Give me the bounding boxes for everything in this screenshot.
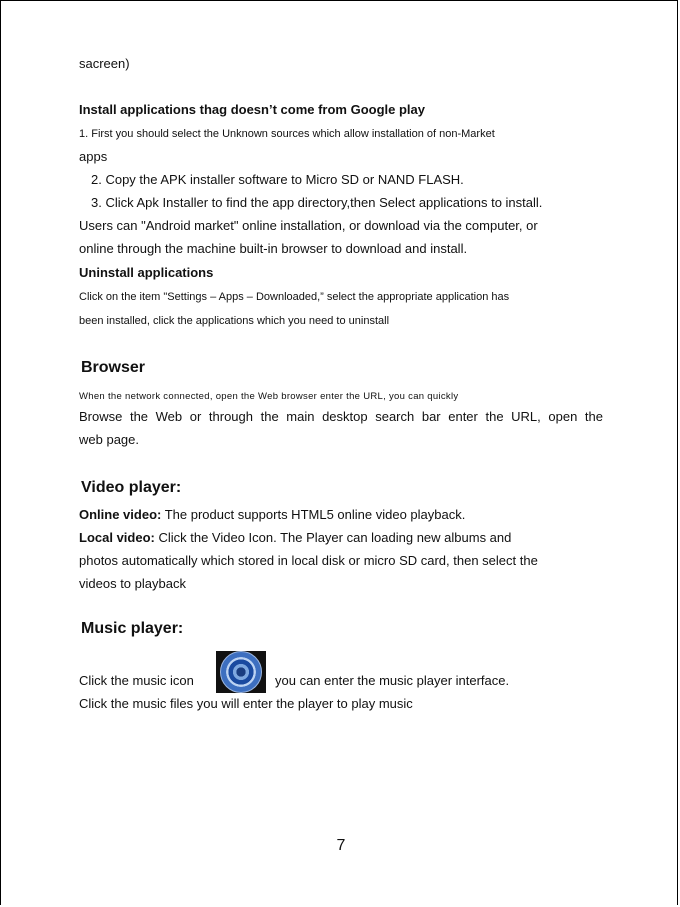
text-line: Browse the Web or through the main desktop search bar enter the URL, open the bbox=[79, 409, 603, 424]
heading-music: Music player: bbox=[81, 620, 184, 637]
label-online-video: Online video: bbox=[79, 507, 162, 522]
text-line: Click on the item "Settings – Apps – Downloaded,” select the appropriate application has bbox=[79, 291, 510, 303]
text-online-video: The product supports HTML5 online video playback. bbox=[161, 507, 466, 522]
text-line bbox=[79, 507, 465, 523]
text-line: you can enter the music player interface. bbox=[275, 673, 510, 688]
text-line bbox=[79, 530, 511, 546]
heading-uninstall: Uninstall applications bbox=[79, 265, 214, 280]
text-line: 2. Copy the APK installer software to Micro SD or NAND FLASH. bbox=[91, 172, 464, 187]
text-line: Click the music files you will enter the player to play music bbox=[79, 696, 413, 711]
label-local-video: Local video: bbox=[79, 530, 155, 545]
text-line: web page. bbox=[79, 432, 139, 447]
text-line: 3. Click Apk Installer to find the app directory,then Select applications to install. bbox=[91, 195, 543, 210]
heading-browser: Browser bbox=[81, 359, 146, 376]
heading-video: Video player: bbox=[81, 479, 182, 496]
text-line: Click the music icon bbox=[79, 673, 194, 688]
text-line: been installed, click the applications which you need to uninstall bbox=[79, 315, 390, 327]
text-line: apps bbox=[79, 149, 108, 164]
text-line: sacreen) bbox=[79, 56, 130, 71]
text-line: Users can "Android market" online installation, or download via the computer, or bbox=[79, 218, 538, 233]
heading-install: Install applications thag doesn’t come from Google play bbox=[79, 102, 425, 117]
text-line: online through the machine built-in browser to download and install. bbox=[79, 241, 468, 256]
page-number: 7 bbox=[336, 837, 346, 854]
text-line: 1. First you should select the Unknown sources which allow installation of non-Market bbox=[79, 128, 495, 140]
text-local-video: Click the Video Icon. The Player can loading new albums and bbox=[154, 530, 512, 545]
text-line: videos to playback bbox=[79, 576, 186, 591]
speaker-cone bbox=[220, 651, 262, 693]
music-speaker-icon bbox=[216, 651, 266, 693]
text-line: photos automatically which stored in local disk or micro SD card, then select the bbox=[79, 553, 538, 568]
text-line: When the network connected, open the Web browser enter the URL, you can quickly bbox=[79, 391, 459, 402]
